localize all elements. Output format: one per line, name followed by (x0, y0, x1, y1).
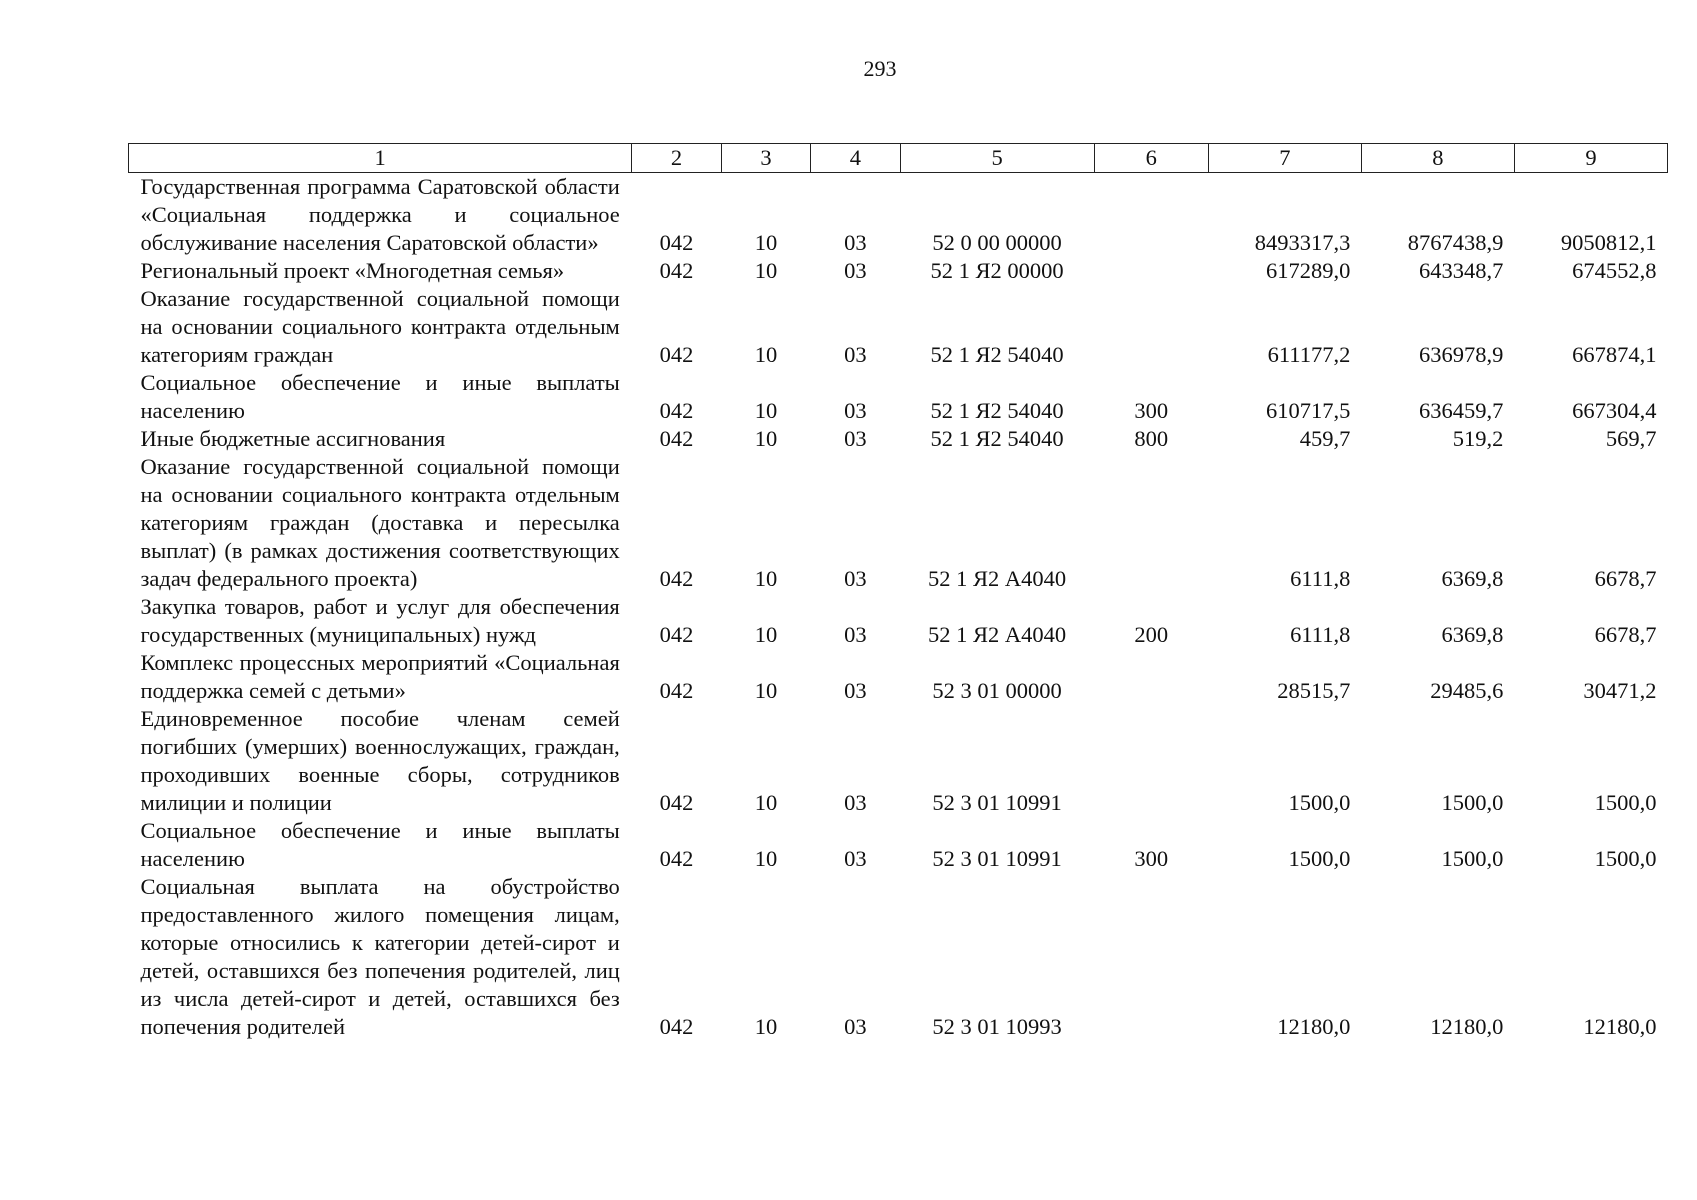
row-amount-year-3: 30471,2 (1583, 678, 1657, 703)
row-expense-type: 300 (1134, 846, 1169, 871)
row-target-article: 52 3 01 00000 (932, 678, 1062, 703)
row-section-code: 10 (754, 566, 778, 591)
row-expense-type (1094, 285, 1208, 369)
row-section-code: 10 (754, 622, 778, 647)
row-section-code: 10 (754, 846, 778, 871)
row-section-code: 10 (754, 342, 778, 367)
table-row (129, 453, 1668, 593)
row-name: Оказание государственной социальной помощи на основании социального контракта отдельным категориям граждан (доставка и пересылка выплат) (в рамках достижения соответствующих задач федерального проекта) (140, 454, 620, 591)
row-subsection-code: 03 (844, 398, 867, 423)
row-amount-year-2: 643348,7 (1419, 258, 1504, 283)
row-target-article: 52 1 Я2 00000 (930, 258, 1064, 283)
row-amount-year-1: 6111,8 (1290, 566, 1351, 591)
row-subsection-code: 03 (844, 342, 867, 367)
column-header: 7 (1208, 144, 1361, 173)
row-expense-type: 300 (1134, 398, 1169, 423)
table-row (129, 173, 1668, 258)
row-department-code: 042 (659, 566, 694, 591)
row-amount-year-3: 667304,4 (1572, 398, 1657, 423)
row-amount-year-1: 6111,8 (1290, 622, 1351, 647)
row-section-code: 10 (754, 398, 778, 423)
row-amount-year-2: 6369,8 (1441, 622, 1504, 647)
table-row (129, 257, 1668, 285)
row-amount-year-3: 6678,7 (1594, 622, 1657, 647)
row-expense-type: 800 (1134, 426, 1169, 451)
row-target-article: 52 3 01 10991 (932, 846, 1062, 871)
row-name: Единовременное пособие членам семей погибших (умерших) военнослужащих, граждан, проходивших военные сборы, сотрудников милиции и полиции (140, 706, 620, 815)
column-header: 2 (632, 144, 721, 173)
row-amount-year-1: 8493317,3 (1254, 230, 1351, 255)
row-name: Оказание государственной социальной помощи на основании социального контракта отдельным категориям граждан (140, 286, 620, 367)
row-amount-year-1: 12180,0 (1277, 1014, 1351, 1039)
table-body (129, 173, 1668, 1042)
row-amount-year-3: 674552,8 (1572, 258, 1657, 283)
row-amount-year-2: 519,2 (1452, 426, 1504, 451)
row-subsection-code: 03 (844, 566, 867, 591)
row-expense-type (1094, 705, 1208, 817)
row-name: Региональный проект «Многодетная семья» (140, 258, 565, 283)
row-subsection-code: 03 (844, 622, 867, 647)
column-header: 9 (1514, 144, 1667, 173)
row-expense-type: 200 (1134, 622, 1169, 647)
row-amount-year-2: 636459,7 (1419, 398, 1504, 423)
row-expense-type (1094, 257, 1208, 285)
column-header: 8 (1361, 144, 1514, 173)
row-target-article: 52 1 Я2 54040 (930, 342, 1064, 367)
table-row (129, 817, 1668, 873)
column-header: 4 (811, 144, 900, 173)
row-department-code: 042 (659, 790, 694, 815)
table-row (129, 873, 1668, 1041)
row-target-article: 52 1 Я2 А4040 (928, 566, 1067, 591)
table-row (129, 705, 1668, 817)
row-subsection-code: 03 (844, 426, 867, 451)
row-subsection-code: 03 (844, 230, 867, 255)
row-amount-year-1: 1500,0 (1288, 790, 1351, 815)
row-name: Социальная выплата на обустройство предоставленного жилого помещения лицам, которые относились к категории детей-сирот и детей, оставшихся без попечения родителей, лиц из числа детей-сирот и детей, оставшихся без попечения родителей (140, 874, 620, 1039)
table-row (129, 425, 1668, 453)
row-expense-type (1094, 173, 1208, 258)
row-name: Государственная программа Саратовской области «Социальная поддержка и социальное обслуживание населения Саратовской области» (140, 174, 620, 255)
table-row (129, 593, 1668, 649)
row-amount-year-3: 9050812,1 (1560, 230, 1657, 255)
row-section-code: 10 (754, 258, 778, 283)
row-subsection-code: 03 (844, 790, 867, 815)
row-target-article: 52 3 01 10991 (932, 790, 1062, 815)
row-amount-year-3: 569,7 (1605, 426, 1657, 451)
row-amount-year-3: 6678,7 (1594, 566, 1657, 591)
column-header: 5 (900, 144, 1094, 173)
row-target-article: 52 3 01 10993 (932, 1014, 1062, 1039)
row-subsection-code: 03 (844, 846, 867, 871)
row-amount-year-1: 28515,7 (1277, 678, 1351, 703)
row-amount-year-1: 459,7 (1299, 426, 1351, 451)
row-expense-type (1094, 873, 1208, 1041)
row-amount-year-1: 1500,0 (1288, 846, 1351, 871)
header-row (129, 144, 1668, 173)
row-department-code: 042 (659, 678, 694, 703)
column-header: 1 (129, 144, 632, 173)
row-section-code: 10 (754, 426, 778, 451)
row-name: Социальное обеспечение и иные выплаты населению (140, 818, 620, 871)
row-section-code: 10 (754, 230, 778, 255)
row-amount-year-1: 610717,5 (1265, 398, 1351, 423)
row-amount-year-1: 611177,2 (1267, 342, 1351, 367)
row-expense-type (1094, 649, 1208, 705)
row-department-code: 042 (659, 622, 694, 647)
row-section-code: 10 (754, 1014, 778, 1039)
row-name: Комплекс процессных мероприятий «Социальная поддержка семей с детьми» (140, 650, 620, 703)
row-amount-year-2: 6369,8 (1441, 566, 1504, 591)
table-row (129, 369, 1668, 425)
row-section-code: 10 (754, 790, 778, 815)
row-subsection-code: 03 (844, 258, 867, 283)
page-number: 293 (863, 56, 897, 81)
table-row (129, 285, 1668, 369)
row-department-code: 042 (659, 426, 694, 451)
row-department-code: 042 (659, 342, 694, 367)
column-header: 6 (1094, 144, 1208, 173)
row-amount-year-2: 1500,0 (1441, 846, 1504, 871)
row-amount-year-3: 1500,0 (1594, 846, 1657, 871)
budget-table (128, 143, 1668, 1041)
row-target-article: 52 1 Я2 54040 (930, 426, 1064, 451)
row-amount-year-2: 1500,0 (1441, 790, 1504, 815)
row-subsection-code: 03 (844, 1014, 867, 1039)
row-subsection-code: 03 (844, 678, 867, 703)
row-amount-year-3: 12180,0 (1583, 1014, 1657, 1039)
row-amount-year-2: 12180,0 (1430, 1014, 1504, 1039)
row-amount-year-3: 667874,1 (1572, 342, 1657, 367)
row-target-article: 52 0 00 00000 (932, 230, 1062, 255)
row-name: Закупка товаров, работ и услуг для обеспечения государственных (муниципальных) нужд (140, 594, 620, 647)
row-department-code: 042 (659, 398, 694, 423)
row-amount-year-2: 8767438,9 (1407, 230, 1504, 255)
row-department-code: 042 (659, 846, 694, 871)
row-amount-year-2: 29485,6 (1430, 678, 1504, 703)
row-amount-year-3: 1500,0 (1594, 790, 1657, 815)
row-target-article: 52 1 Я2 А4040 (928, 622, 1067, 647)
row-target-article: 52 1 Я2 54040 (930, 398, 1064, 423)
column-header: 3 (721, 144, 810, 173)
row-department-code: 042 (659, 258, 694, 283)
row-amount-year-1: 617289,0 (1265, 258, 1351, 283)
row-amount-year-2: 636978,9 (1419, 342, 1504, 367)
row-expense-type (1094, 453, 1208, 593)
row-name: Иные бюджетные ассигнования (140, 426, 446, 451)
table-row (129, 649, 1668, 705)
row-section-code: 10 (754, 678, 778, 703)
row-name: Социальное обеспечение и иные выплаты населению (140, 370, 620, 423)
row-department-code: 042 (659, 230, 694, 255)
row-department-code: 042 (659, 1014, 694, 1039)
